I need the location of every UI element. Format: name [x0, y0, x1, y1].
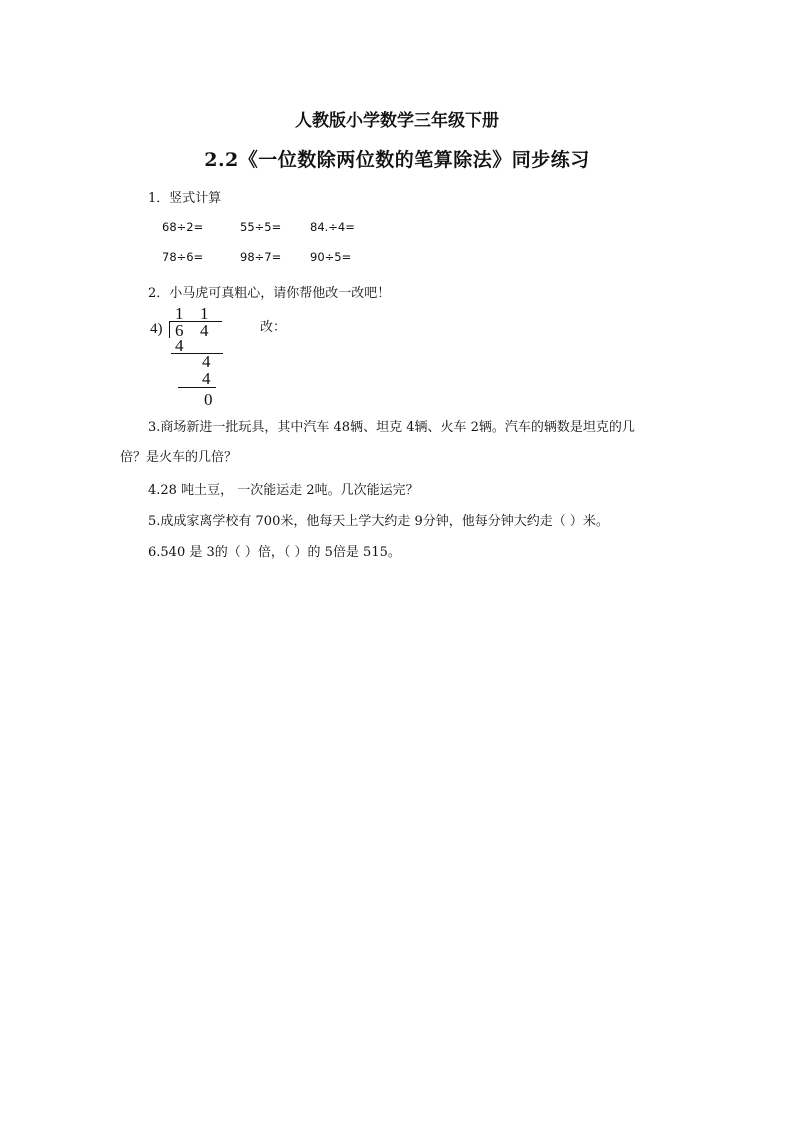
step-digit: 4 — [202, 352, 211, 371]
step-digit: 4 — [202, 369, 211, 388]
expression: 84.÷4= — [310, 220, 355, 234]
subtraction-line — [171, 353, 223, 354]
q1-row-2 — [162, 250, 351, 264]
expression: 78÷6= — [162, 250, 204, 264]
q3-line-1: 3.商场新进一批玩具，其中汽车 48辆、坦克 4辆、火车 2辆。汽车的辆数是坦克的几 — [148, 420, 635, 435]
q1-row-1 — [162, 220, 355, 234]
expression: 98÷7= — [240, 250, 282, 264]
divisor: 4) — [150, 321, 163, 337]
subtraction-line — [178, 387, 216, 388]
expression: 90÷5= — [310, 250, 352, 264]
step-digit: 4 — [175, 336, 184, 355]
correction-label: 改： — [260, 320, 287, 335]
q6-text: 6.540 是 3的（ ）倍，（ ）的 5倍是 515。 — [148, 545, 401, 560]
dividend-digit: 4 — [200, 321, 209, 340]
q4-text: 4.28 吨土豆， 一次能运走 2吨。几次能运完？ — [148, 483, 419, 498]
q2-heading: 2．小马虎可真粗心，请你帮他改一改吧！ — [148, 286, 391, 301]
q5-text: 5.成成家离学校有 700米，他每天上学大约走 9分钟，他每分钟大约走（ ）米。 — [148, 514, 609, 529]
q3-line-2: 倍？是火车的几倍？ — [120, 450, 238, 465]
expression: 68÷2= — [162, 220, 204, 234]
dividend-digit: 6 — [175, 321, 184, 340]
quotient-digit: 1 — [175, 304, 184, 323]
remainder: 0 — [204, 390, 213, 409]
expression: 55÷5= — [240, 220, 282, 234]
quotient-digit: 1 — [200, 304, 209, 323]
division-bracket — [169, 321, 170, 338]
page-title: 人教版小学数学三年级下册 — [295, 111, 499, 131]
page-subtitle: 2.2《一位数除两位数的笔算除法》同步练习 — [204, 149, 590, 171]
q1-heading: 1．竖式计算 — [148, 191, 222, 206]
